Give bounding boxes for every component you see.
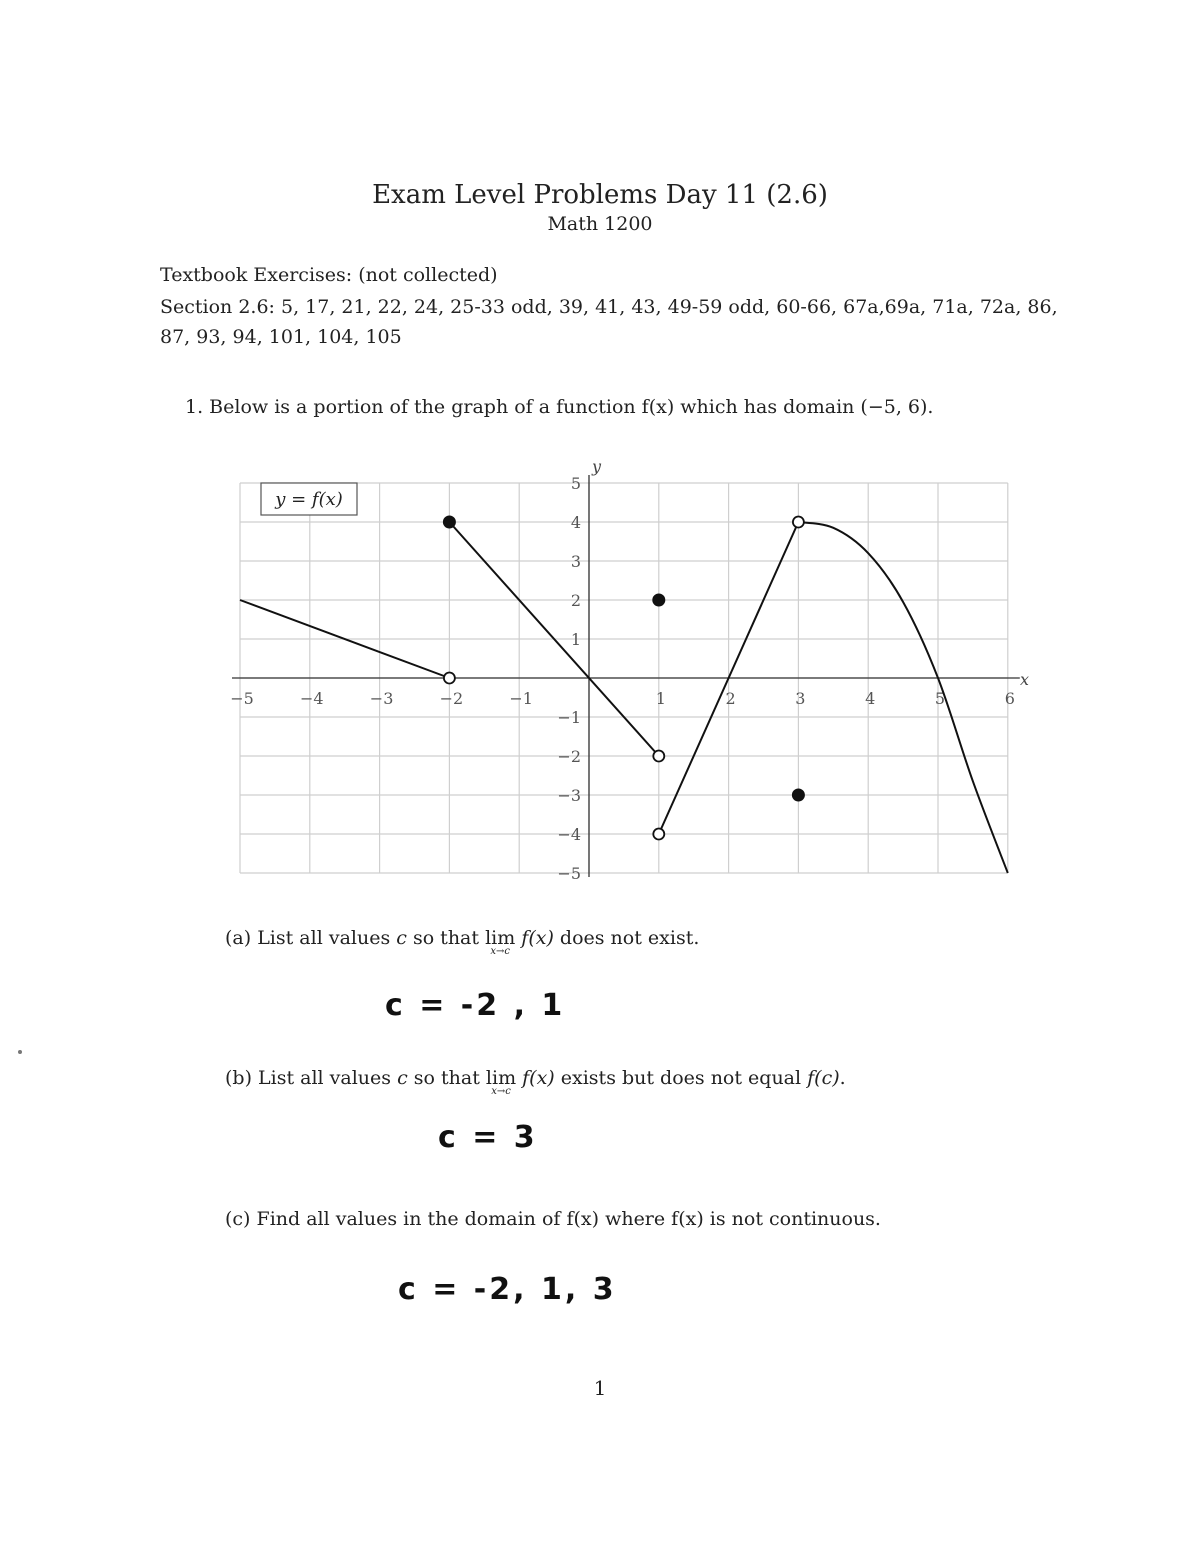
- part-b-answer: c = 3: [438, 1120, 538, 1155]
- closed-point: [653, 594, 665, 606]
- textbook-exercise-list: Section 2.6: 5, 17, 21, 22, 24, 25-33 odd, 39, 41, 43, 49-59 odd, 60-66, 67a,69a, 71a, 72a, 86, 87, 93, 94, 101, 104, 105: [160, 296, 1058, 349]
- y-tick-label: −4: [557, 825, 581, 844]
- part-a-answer: c = -2 , 1: [385, 988, 566, 1023]
- part-a-question: [225, 927, 700, 957]
- limit-word: lim: [485, 927, 516, 949]
- part-b-var: c: [397, 1067, 408, 1089]
- x-axis-label: x: [1020, 670, 1030, 689]
- x-tick-label: −4: [300, 689, 324, 708]
- problem-1-statement: 1. Below is a portion of the graph of a function f(x) which has domain (−5, 6).: [185, 396, 934, 418]
- limit-expression: [485, 1067, 517, 1097]
- x-tick-label: −5: [230, 689, 254, 708]
- part-b-period: .: [839, 1067, 846, 1089]
- part-b-question: [225, 1067, 846, 1097]
- limit-word: lim: [485, 1067, 517, 1089]
- graph-legend-box: [261, 483, 357, 515]
- y-tick-label: 1: [570, 630, 581, 649]
- part-a-text: (a) List all values: [225, 927, 391, 949]
- page-title: Exam Level Problems Day 11 (2.6): [372, 180, 828, 210]
- limit-subscript: x→c: [490, 946, 510, 957]
- x-tick-label: 3: [795, 689, 806, 708]
- function-graph: [0, 455, 1200, 895]
- part-c-answer: c = -2, 1, 3: [398, 1272, 617, 1307]
- limit-subscript: x→c: [491, 1086, 511, 1097]
- part-a-function: f(x): [521, 927, 554, 949]
- x-tick-label: 6: [1004, 689, 1015, 708]
- y-axis-label: y: [592, 457, 602, 476]
- x-tick-label: −2: [439, 689, 464, 708]
- y-tick-label: −5: [557, 864, 581, 883]
- x-tick-label: −1: [509, 689, 533, 708]
- y-tick-label: 5: [570, 474, 581, 493]
- open-point: [653, 751, 664, 762]
- y-tick-label: 4: [570, 513, 581, 532]
- x-tick-label: −3: [369, 689, 394, 708]
- part-a-end: does not exist.: [559, 927, 700, 949]
- part-b-function: f(x): [522, 1067, 555, 1089]
- x-tick-label: 1: [655, 689, 666, 708]
- part-a-var: c: [396, 927, 407, 949]
- y-tick-label: −1: [557, 708, 581, 727]
- part-a-mid: so that: [412, 927, 480, 949]
- y-tick-label: −3: [557, 786, 581, 805]
- part-b-end: exists but does not equal: [560, 1067, 802, 1089]
- closed-point: [443, 516, 455, 528]
- closed-point: [792, 789, 804, 801]
- graph-curve-4: [798, 522, 1007, 873]
- part-b-text: (b) List all values: [225, 1067, 392, 1089]
- x-tick-label: 4: [865, 689, 876, 708]
- graph-curves: [240, 522, 1008, 873]
- x-tick-label: 5: [934, 689, 946, 708]
- y-tick-label: 3: [570, 552, 581, 571]
- open-point: [793, 517, 804, 528]
- page-number: 1: [593, 1376, 607, 1400]
- limit-expression: [485, 927, 516, 957]
- open-point: [653, 829, 664, 840]
- open-point: [444, 673, 455, 684]
- scan-artifact: [18, 1050, 22, 1054]
- graph-axes: [232, 475, 1020, 877]
- x-tick-label: 2: [725, 689, 736, 708]
- course-name: Math 1200: [547, 213, 653, 235]
- part-b-mid: so that: [413, 1067, 480, 1089]
- part-c-question: (c) Find all values in the domain of f(x) where f(x) is not continuous.: [225, 1208, 881, 1230]
- legend-label: y = f(x): [275, 489, 343, 510]
- y-tick-label: 2: [570, 591, 581, 610]
- y-tick-label: −2: [557, 747, 581, 766]
- textbook-heading: Textbook Exercises: (not collected): [160, 264, 498, 286]
- part-b-fc: f(c): [807, 1067, 840, 1089]
